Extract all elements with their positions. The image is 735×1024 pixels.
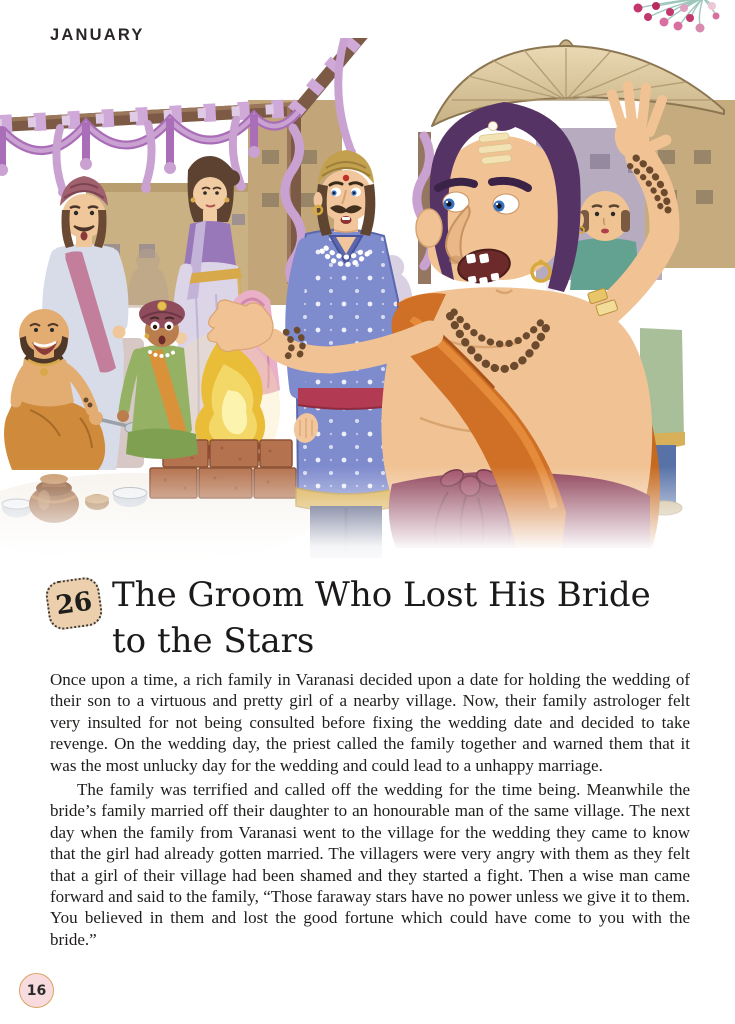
- story-illustration: [0, 38, 735, 573]
- story-title-line-1: The Groom Who Lost His Bride: [112, 575, 651, 615]
- story-number-badge: [44, 575, 104, 631]
- page-number-badge: [19, 973, 54, 1008]
- illustration-fade: [0, 466, 735, 573]
- story-text: [50, 669, 690, 950]
- story-number: 26: [53, 586, 95, 621]
- story-paragraph-2: The family was terrified and called off the wedding for the time being. Meanwhile the bride’s family married off their daughter to an honourable man of the same village. The next day when the family from Varanasi went to the village for the wedding they came to know that the girl had already gotten married. The villagers were very angry with them as they felt that a girl of their village had been shamed and they started a fight. Then a wise man came forward and said to the family, “Those faraway stars have no power unless we give it to them. You believed in them and lost the good fortune which could have come to you with the bride.”: [50, 780, 690, 949]
- month-label: JANUARY: [50, 26, 145, 44]
- story-title-line-2: to the Stars: [112, 621, 315, 661]
- berry-sprig-icon: [625, 0, 725, 40]
- story-title: [112, 572, 651, 664]
- story-paragraph-1: Once upon a time, a rich family in Varanasi decided upon a date for holding the wedding of their son to a virtuous and pretty girl of a nearby village. Now, their family astrologer felt very insulted for not being consulted before fixing the wedding date and decided to take revenge. On the wedding day, the priest called the family together and warned them that it was the most unlucky day for the wedding and could lead to a unhappy marriage.: [50, 670, 690, 775]
- page-number: 16: [26, 982, 47, 999]
